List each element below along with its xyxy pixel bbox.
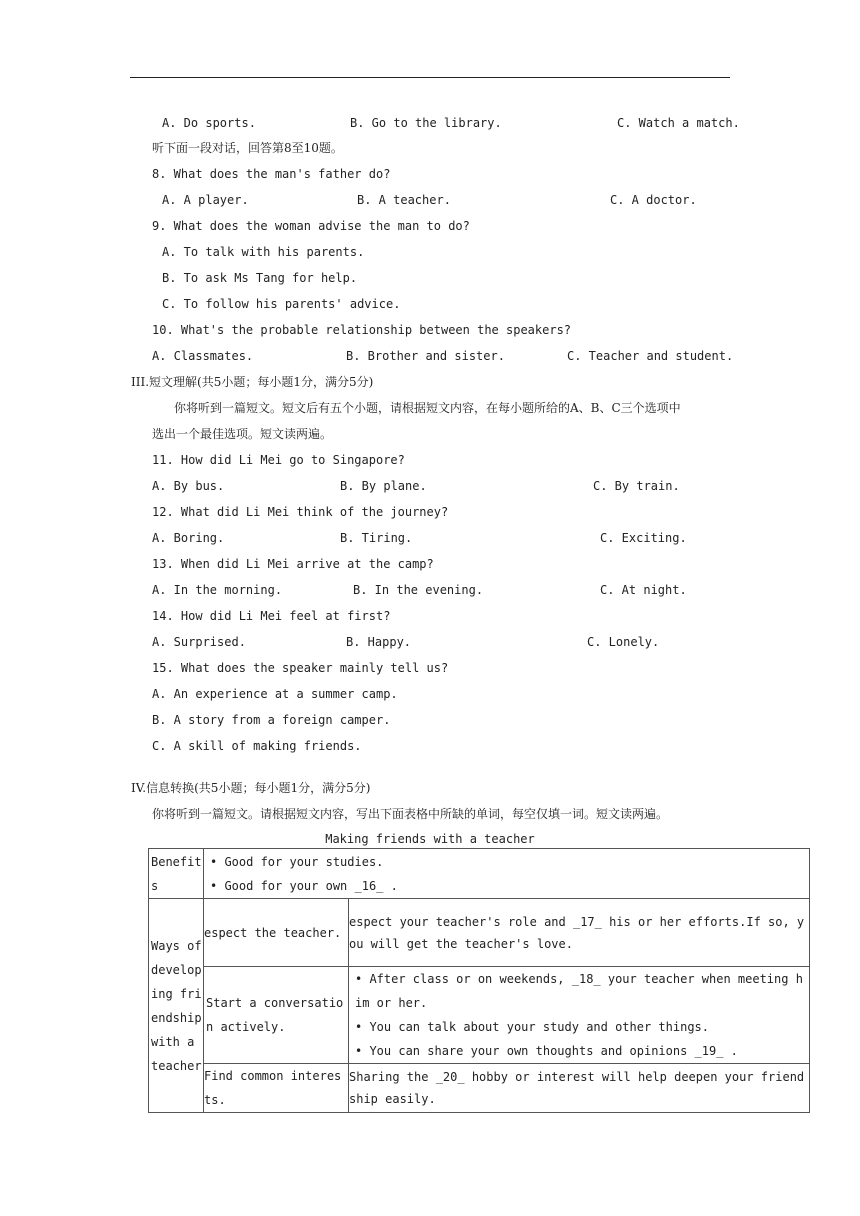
q12-option-c: C. Exciting. [600, 531, 687, 545]
detail-respect: espect your teacher's role and _17_ his or her efforts.If so, you will get the teacher's love. [349, 914, 805, 951]
table-row [149, 967, 810, 1064]
q13-option-b: B. In the evening. [353, 583, 484, 597]
ways-label-cell [149, 899, 204, 1113]
q7-option-a: A. Do sports. [162, 116, 256, 130]
info-table [148, 848, 810, 1113]
q8-stem: 8. What does the man's father do? [152, 167, 391, 181]
q13-stem: 13. When did Li Mei arrive at the camp? [152, 557, 434, 571]
table-row [149, 1064, 810, 1113]
section3-intro-1: 你将听到一篇短文。短文后有五个小题，请根据短文内容，在每小题所给的A、B、C三个选项中 [174, 401, 681, 415]
q12-option-b: B. Tiring. [340, 531, 413, 545]
q8-option-b: B. A teacher. [357, 193, 451, 207]
way-respect: espect the teacher. [204, 925, 342, 940]
way-conversation: Start a conversation actively. [206, 996, 344, 1034]
q10-option-b: B. Brother and sister. [346, 349, 505, 363]
q15-option-a: A. An experience at a summer camp. [152, 687, 398, 701]
q12-stem: 12. What did Li Mei think of the journey? [152, 505, 449, 519]
q15-option-c: C. A skill of making friends. [152, 739, 362, 753]
table-row [149, 899, 810, 967]
detail-cell [349, 1064, 810, 1113]
benefit-item: • Good for your studies. [210, 854, 384, 869]
q13-option-a: A. In the morning. [152, 583, 283, 597]
q10-stem: 10. What's the probable relationship between the speakers? [152, 323, 572, 337]
benefits-label: Benefits [151, 854, 202, 893]
q9-stem: 9. What does the woman advise the man to do? [152, 219, 470, 233]
detail-item: • You can share your own thoughts and opinions _19_ . [355, 1044, 738, 1058]
way-cell [204, 899, 349, 967]
benefits-cell [204, 849, 810, 899]
q7-option-b: B. Go to the library. [350, 116, 502, 130]
detail-item: • You can talk about your study and other things. [355, 1020, 710, 1034]
q15-stem: 15. What does the speaker mainly tell us? [152, 661, 449, 675]
q14-option-c: C. Lonely. [587, 635, 660, 649]
q9-option-a: A. To talk with his parents. [162, 245, 365, 259]
q11-option-a: A. By bus. [152, 479, 225, 493]
section4-intro: 你将听到一篇短文。请根据短文内容，写出下面表格中所缺的单词，每空仅填一词。短文读两遍。 [152, 807, 669, 821]
q15-option-b: B. A story from a foreign camper. [152, 713, 391, 727]
detail-cell [349, 899, 810, 967]
section3-heading: III.短文理解(共5小题；每小题1分，满分5分) [131, 375, 374, 389]
q11-stem: 11. How did Li Mei go to Singapore? [152, 453, 405, 467]
q10-option-a: A. Classmates. [152, 349, 254, 363]
dialogue-intro: 听下面一段对话，回答第8至10题。 [152, 141, 343, 155]
way-cell [204, 1064, 349, 1113]
way-cell [204, 967, 349, 1064]
table-row [149, 849, 810, 899]
q14-stem: 14. How did Li Mei feel at first? [152, 609, 391, 623]
q9-option-c: C. To follow his parents' advice. [162, 297, 401, 311]
detail-cell [349, 967, 810, 1064]
section3-intro-2: 选出一个最佳选项。短文读两遍。 [152, 427, 333, 441]
q8-option-c: C. A doctor. [610, 193, 697, 207]
q11-option-c: C. By train. [593, 479, 680, 493]
way-common-interests: Find common interests. [204, 1069, 342, 1107]
q12-option-a: A. Boring. [152, 531, 225, 545]
q11-option-b: B. By plane. [340, 479, 427, 493]
table-title: Making friends with a teacher [325, 832, 535, 846]
q10-option-c: C. Teacher and student. [567, 349, 734, 363]
q14-option-b: B. Happy. [346, 635, 412, 649]
q14-option-a: A. Surprised. [152, 635, 246, 649]
ways-label: Ways of developing friendship with a teacher [151, 938, 202, 1073]
q8-option-a: A. A player. [162, 193, 249, 207]
benefit-item: • Good for your own _16_ . [210, 878, 398, 893]
q13-option-c: C. At night. [600, 583, 687, 597]
q9-option-b: B. To ask Ms Tang for help. [162, 271, 358, 285]
detail-item: • After class or on weekends, _18_ your teacher when meeting him or her. [355, 972, 803, 1010]
detail-common-interests: Sharing the _20_ hobby or interest will help deepen your friendship easily. [349, 1070, 805, 1106]
section4-heading: IV.信息转换(共5小题；每小题1分，满分5分) [131, 781, 371, 795]
header-rule [130, 77, 730, 78]
benefits-label-cell [149, 849, 204, 899]
q7-option-c: C. Watch a match. [617, 116, 740, 130]
